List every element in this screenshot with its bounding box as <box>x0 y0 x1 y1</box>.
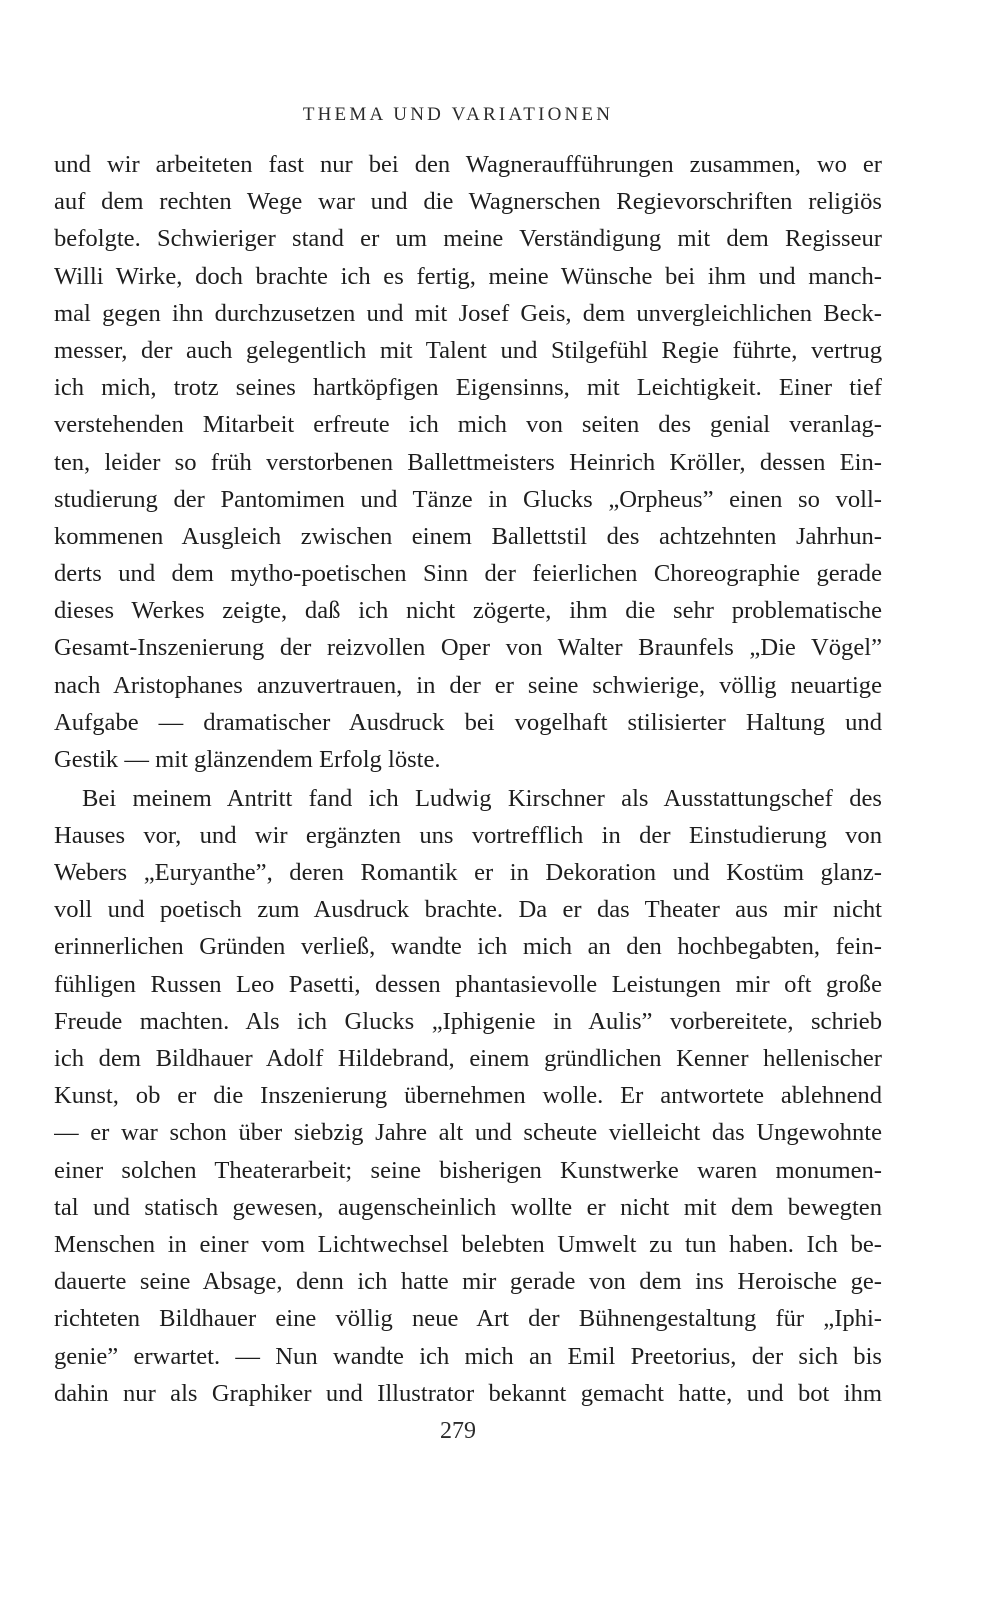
text-line: Bei meinem Antritt fand ich Ludwig Kirschner als Ausstattungschef des <box>82 784 882 812</box>
text-line: — er war schon über siebzig Jahre alt und scheute vielleicht das Ungewohnte <box>54 1119 882 1147</box>
text-line: messer, der auch gelegentlich mit Talent und Stilgefühl Regie führte, vertrug <box>54 336 882 364</box>
text-line: dauerte seine Absage, denn ich hatte mir gerade von dem ins Heroische ge- <box>54 1268 882 1296</box>
text-line: studierung der Pantomimen und Tänze in Glucks „Orpheus” einen so voll- <box>54 485 882 513</box>
running-head: THEMA UND VARIATIONEN <box>302 104 614 125</box>
text-line: fühligen Russen Leo Pasetti, dessen phantasievolle Leistungen mir oft große <box>54 970 882 998</box>
text-line: genie” erwartet. — Nun wandte ich mich an Emil Preetorius, der sich bis <box>54 1342 882 1370</box>
text-line: Menschen in einer vom Lichtwechsel belebten Umwelt zu tun haben. Ich be- <box>54 1230 882 1258</box>
text-line: dieses Werkes zeigte, daß ich nicht zögerte, ihm die sehr problematische <box>54 597 882 625</box>
text-line: dahin nur als Graphiker und Illustrator bekannt gemacht hatte, und bot ihm <box>54 1379 882 1407</box>
text-line: auf dem rechten Wege war und die Wagnerschen Regievorschriften religiös <box>54 188 882 216</box>
text-line: Gesamt-Inszenierung der reizvollen Oper von Walter Braunfels „Die Vögel” <box>54 634 882 662</box>
text-line: verstehenden Mitarbeit erfreute ich mich von seiten des genial veranlag- <box>54 411 882 439</box>
text-line: tal und statisch gewesen, augenscheinlich wollte er nicht mit dem bewegten <box>54 1193 882 1221</box>
text-line: einer solchen Theaterarbeit; seine bisherigen Kunstwerke waren monumen- <box>54 1156 882 1184</box>
text-line: ich mich, trotz seines hartköpfigen Eigensinns, mit Leichtigkeit. Einer tief <box>54 374 882 402</box>
text-line: Kunst, ob er die Inszenierung übernehmen wolle. Er antwortete ablehnend <box>54 1082 882 1110</box>
text-line: Gestik — mit glänzendem Erfolg löste. <box>54 746 441 773</box>
text-line: kommenen Ausgleich zwischen einem Ballettstil des achtzehnten Jahrhun- <box>54 522 882 550</box>
paragraph-2 <box>54 780 882 1412</box>
text-line: Webers „Euryanthe”, deren Romantik er in Dekoration und Kostüm glanz- <box>54 859 882 887</box>
text-line: erinnerlichen Gründen verließ, wandte ich mich an den hochbegabten, fein- <box>54 933 882 961</box>
text-line: derts und dem mytho-poetischen Sinn der feierlichen Choreographie gerade <box>54 560 882 588</box>
paragraph-1 <box>54 146 882 778</box>
text-line: voll und poetisch zum Ausdruck brachte. Da er das Theater aus mir nicht <box>54 896 882 924</box>
text-line: Willi Wirke, doch brachte ich es fertig, meine Wünsche bei ihm und manch- <box>54 262 882 290</box>
text-line: befolgte. Schwieriger stand er um meine Verständigung mit dem Regisseur <box>54 225 882 253</box>
text-line: ten, leider so früh verstorbenen Ballettmeisters Heinrich Kröller, dessen Ein- <box>54 448 882 476</box>
text-line: und wir arbeiteten fast nur bei den Wagneraufführungen zusammen, wo er <box>54 151 882 178</box>
text-line: Freude machten. Als ich Glucks „Iphigenie in Aulis” vorbereitete, schrieb <box>54 1007 882 1035</box>
text-line: Hauses vor, und wir ergänzten uns vortrefflich in der Einstudierung von <box>54 821 882 849</box>
text-line: Aufgabe — dramatischer Ausdruck bei vogelhaft stilisierter Haltung und <box>54 708 882 736</box>
page-number: 279 <box>440 1418 476 1444</box>
body-text <box>54 146 882 1412</box>
text-line: nach Aristophanes anzuvertrauen, in der er seine schwierige, völlig neuartige <box>54 671 882 699</box>
text-line: mal gegen ihn durchzusetzen und mit Josef Geis, dem unvergleichlichen Beck- <box>54 299 882 327</box>
text-line: ich dem Bildhauer Adolf Hildebrand, einem gründlichen Kenner hellenischer <box>54 1045 882 1072</box>
text-line: richteten Bildhauer eine völlig neue Art der Bühnengestaltung für „Iphi- <box>54 1305 882 1333</box>
